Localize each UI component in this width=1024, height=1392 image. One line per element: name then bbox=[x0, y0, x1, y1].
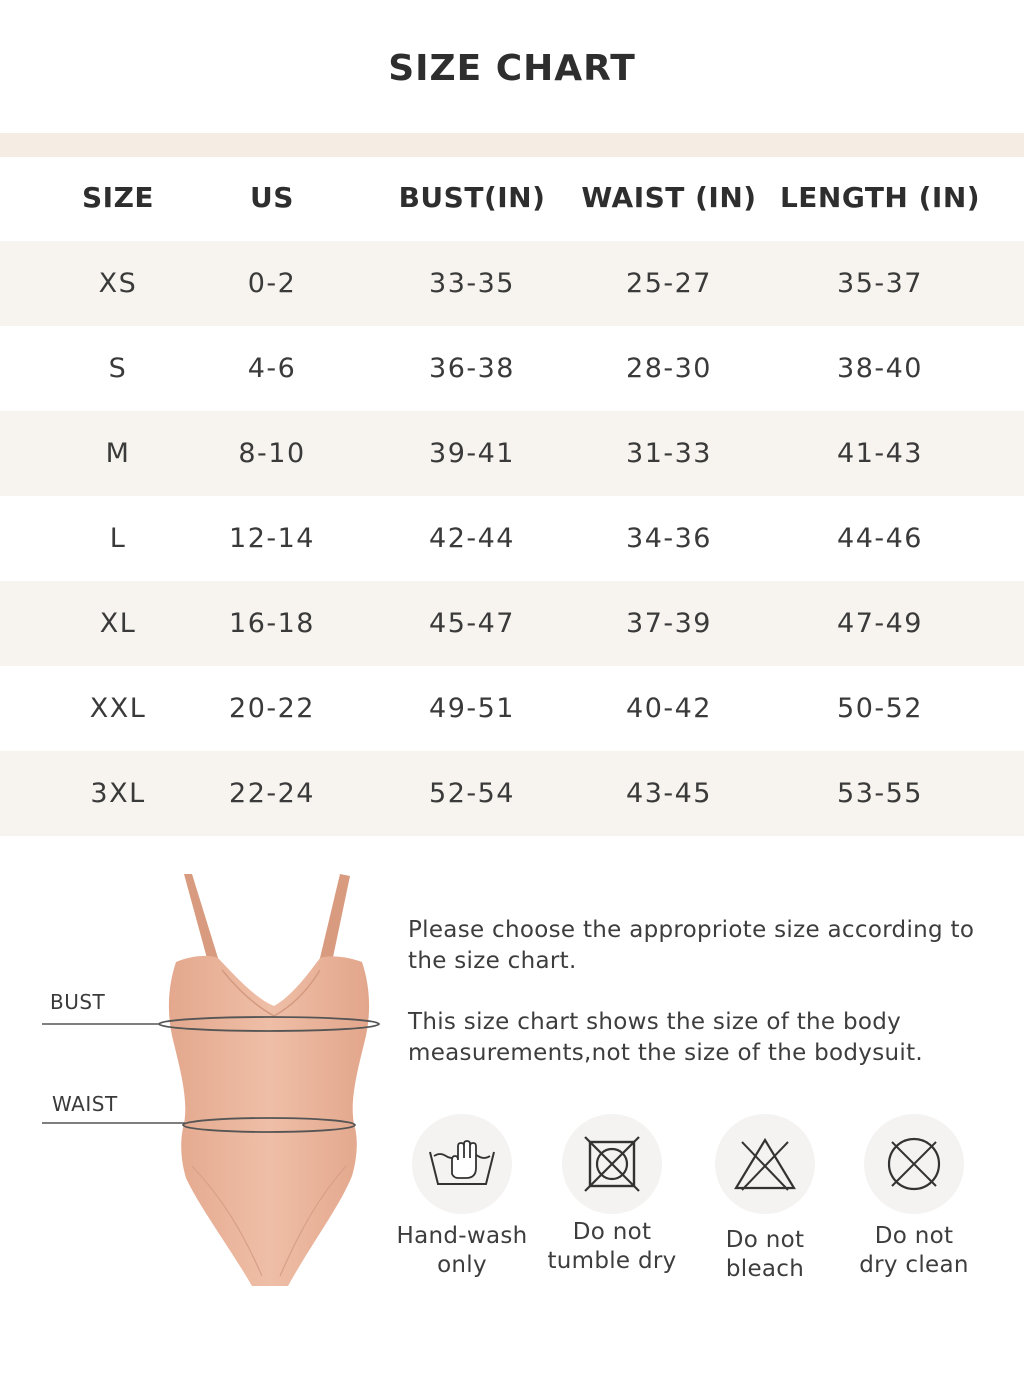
cell-waist: 31-33 bbox=[626, 438, 712, 469]
header-bust: BUST(IN) bbox=[398, 180, 546, 214]
no-bleach-icon bbox=[715, 1114, 815, 1214]
cell-size: XS bbox=[98, 268, 138, 299]
cell-us: 0-2 bbox=[247, 268, 297, 299]
cell-bust: 36-38 bbox=[429, 353, 515, 384]
table-row bbox=[0, 751, 1024, 836]
cell-length: 50-52 bbox=[837, 693, 923, 724]
cell-waist: 28-30 bbox=[626, 353, 712, 384]
bodysuit-figure bbox=[40, 866, 390, 1296]
cell-length: 53-55 bbox=[837, 778, 923, 809]
left-strap bbox=[184, 874, 218, 962]
waist-label: WAIST bbox=[52, 1092, 118, 1116]
care-label: Do not dry clean bbox=[859, 1223, 969, 1278]
page-title: SIZE CHART bbox=[388, 48, 636, 89]
header-waist: WAIST (IN) bbox=[581, 180, 757, 214]
cell-bust: 45-47 bbox=[429, 608, 515, 639]
cell-size: L bbox=[109, 523, 127, 554]
cell-size: M bbox=[105, 438, 131, 469]
table-row bbox=[0, 241, 1024, 326]
cell-length: 38-40 bbox=[837, 353, 923, 384]
cell-bust: 49-51 bbox=[429, 693, 515, 724]
cell-length: 35-37 bbox=[837, 268, 923, 299]
table-row bbox=[0, 326, 1024, 411]
cell-waist: 43-45 bbox=[626, 778, 712, 809]
size-notes bbox=[408, 915, 988, 1099]
bust-label: BUST bbox=[50, 990, 106, 1014]
cell-us: 22-24 bbox=[229, 778, 315, 809]
no-tumble-dry-icon bbox=[562, 1114, 662, 1214]
cell-size: XXL bbox=[89, 693, 147, 724]
cell-size: S bbox=[108, 353, 128, 384]
cell-bust: 42-44 bbox=[429, 523, 515, 554]
care-no-bleach bbox=[685, 1114, 845, 1284]
table-row bbox=[0, 581, 1024, 666]
note-body-measurements: This size chart shows the size of the body measurements,not the size of the bodysuit. bbox=[408, 1009, 923, 1066]
right-strap bbox=[320, 874, 350, 962]
table-row bbox=[0, 666, 1024, 751]
cell-us: 20-22 bbox=[229, 693, 315, 724]
header-band bbox=[0, 133, 1024, 157]
cell-bust: 33-35 bbox=[429, 268, 515, 299]
bodysuit-illustration bbox=[40, 866, 390, 1296]
hand-wash-icon bbox=[412, 1114, 512, 1214]
size-table bbox=[0, 157, 1024, 836]
cell-size: 3XL bbox=[90, 778, 146, 809]
cell-length: 44-46 bbox=[837, 523, 923, 554]
header-us: US bbox=[250, 180, 294, 214]
care-label: Do not bleach bbox=[725, 1227, 805, 1282]
cell-waist: 25-27 bbox=[626, 268, 712, 299]
table-row bbox=[0, 496, 1024, 581]
care-no-tumble-dry bbox=[532, 1114, 692, 1276]
cell-waist: 37-39 bbox=[626, 608, 712, 639]
cell-length: 41-43 bbox=[837, 438, 923, 469]
table-header-row bbox=[0, 157, 1024, 241]
care-label: Do not tumble dry bbox=[547, 1219, 677, 1274]
cell-size: XL bbox=[99, 608, 137, 639]
care-hand-wash bbox=[382, 1114, 542, 1280]
cell-us: 8-10 bbox=[238, 438, 306, 469]
cell-bust: 39-41 bbox=[429, 438, 515, 469]
table-row bbox=[0, 411, 1024, 496]
cell-waist: 34-36 bbox=[626, 523, 712, 554]
cell-length: 47-49 bbox=[837, 608, 923, 639]
header-length: LENGTH (IN) bbox=[779, 180, 981, 214]
cell-waist: 40-42 bbox=[626, 693, 712, 724]
cell-us: 16-18 bbox=[229, 608, 315, 639]
cell-bust: 52-54 bbox=[429, 778, 515, 809]
cell-us: 12-14 bbox=[229, 523, 315, 554]
care-label: Hand-wash only bbox=[396, 1223, 528, 1278]
header-size: SIZE bbox=[81, 180, 154, 214]
no-dry-clean-icon bbox=[864, 1114, 964, 1214]
cell-us: 4-6 bbox=[247, 353, 297, 384]
care-no-dry-clean bbox=[834, 1114, 994, 1280]
note-choose-size: Please choose the appropriote size according to the size chart. bbox=[408, 917, 975, 974]
